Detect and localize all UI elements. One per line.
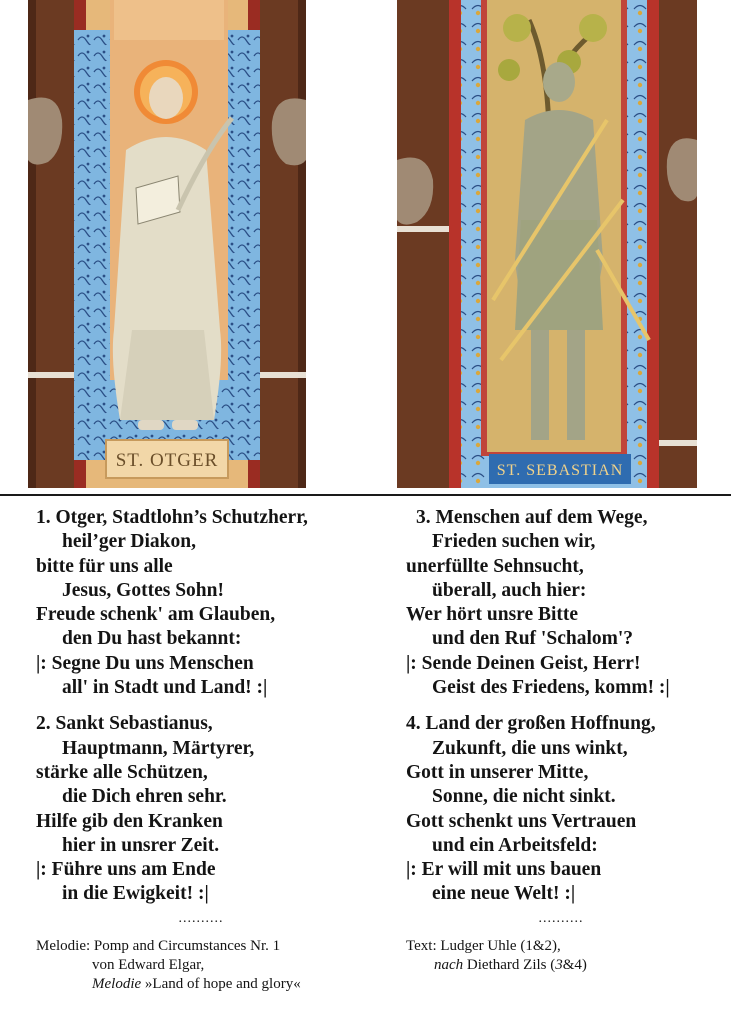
stanza-line: hier in unsrer Zeit.: [62, 834, 220, 856]
text-italic-nach: nach: [434, 956, 464, 973]
divider-line: [0, 494, 731, 496]
stanza-line: Gott schenkt uns Vertrauen: [406, 810, 637, 832]
stanza-line: 1. Otger, Stadtlohn’s Schutzherr,: [36, 507, 308, 528]
text-line-2: [406, 956, 716, 975]
stanza-line: Sonne, die nicht sinkt.: [432, 786, 616, 808]
stanza-line: Frieden suchen wir,: [432, 531, 596, 553]
hymn-left-column: [36, 506, 366, 994]
st-otger-caption: ST. OTGER: [115, 450, 219, 471]
stanza-line: bitte für uns alle: [36, 555, 173, 577]
stanza-line: heil’ger Diakon,: [62, 531, 196, 553]
stanza-line: stärke alle Schützen,: [36, 761, 208, 783]
text-credit: [406, 937, 716, 975]
stanza-line: |: Er will mit uns bauen: [406, 859, 602, 881]
stanza-line: Freude schenk' am Glauben,: [36, 604, 276, 626]
stanza-line: und ein Arbeitsfeld:: [432, 834, 598, 856]
stanza-line: |: Sende Deinen Geist, Herr!: [406, 652, 641, 674]
stanza-line: überall, auch hier:: [432, 579, 587, 601]
melody-italic: Melodie: [92, 975, 142, 992]
text-end: &4): [562, 956, 587, 973]
stanza-4: [406, 712, 716, 906]
melody-title: »Land of hope and glory«: [141, 975, 301, 992]
stanza-line: die Dich ehren sehr.: [62, 786, 227, 808]
st-otger-picture: [28, 0, 306, 488]
stanza-line: Gott in unserer Mitte,: [406, 761, 589, 783]
stanza-line: |: Führe uns am Ende: [36, 859, 216, 881]
stanza-line: Wer hört unsre Bitte: [406, 604, 579, 626]
separator-dots: ..........: [178, 910, 224, 926]
stanza-3: [406, 506, 716, 700]
text-italic-num: 3: [555, 956, 563, 973]
melody-credit: [36, 937, 366, 994]
stanza-line: Jesus, Gottes Sohn!: [62, 579, 224, 601]
melody-line-3: [36, 975, 366, 994]
stanza-line: 4. Land der großen Hoffnung,: [406, 713, 656, 735]
stanza-line: Geist des Friedens, komm! :|: [432, 677, 670, 699]
separator-dots: ..........: [538, 910, 584, 926]
st-sebastian-caption: ST. SEBASTIAN: [496, 462, 624, 479]
stanza-line: Zukunft, die uns winkt,: [432, 737, 628, 759]
st-sebastian-picture: [397, 0, 697, 488]
hymn-right-column: [406, 506, 716, 975]
stanza-line: unerfüllte Sehnsucht,: [406, 555, 584, 577]
stanza-line: all' in Stadt und Land! :|: [62, 677, 268, 699]
stanza-line: 3. Menschen auf dem Wege,: [416, 507, 648, 528]
stanza-line: |: Segne Du uns Menschen: [36, 652, 254, 674]
stanza-line: eine neue Welt! :|: [432, 883, 576, 905]
stanza-line: Hilfe gib den Kranken: [36, 810, 223, 832]
text-line-1: Text: Ludger Uhle (1&2),: [406, 937, 561, 954]
stanza-line: Hauptmann, Märtyrer,: [62, 737, 255, 759]
melody-line-1: Melodie: Pomp and Circumstances Nr. 1: [36, 937, 281, 954]
stanza-line: den Du hast bekannt:: [62, 628, 242, 650]
stanza-2: [36, 712, 366, 906]
stanza-line: in die Ewigkeit! :|: [62, 883, 209, 905]
stanza-1: [36, 506, 366, 700]
text-author: Diethard Zils (: [463, 956, 556, 973]
stanza-line: und den Ruf 'Schalom'?: [432, 628, 634, 650]
stanza-line: 2. Sankt Sebastianus,: [36, 713, 213, 735]
melody-line-2: von Edward Elgar,: [92, 956, 205, 973]
